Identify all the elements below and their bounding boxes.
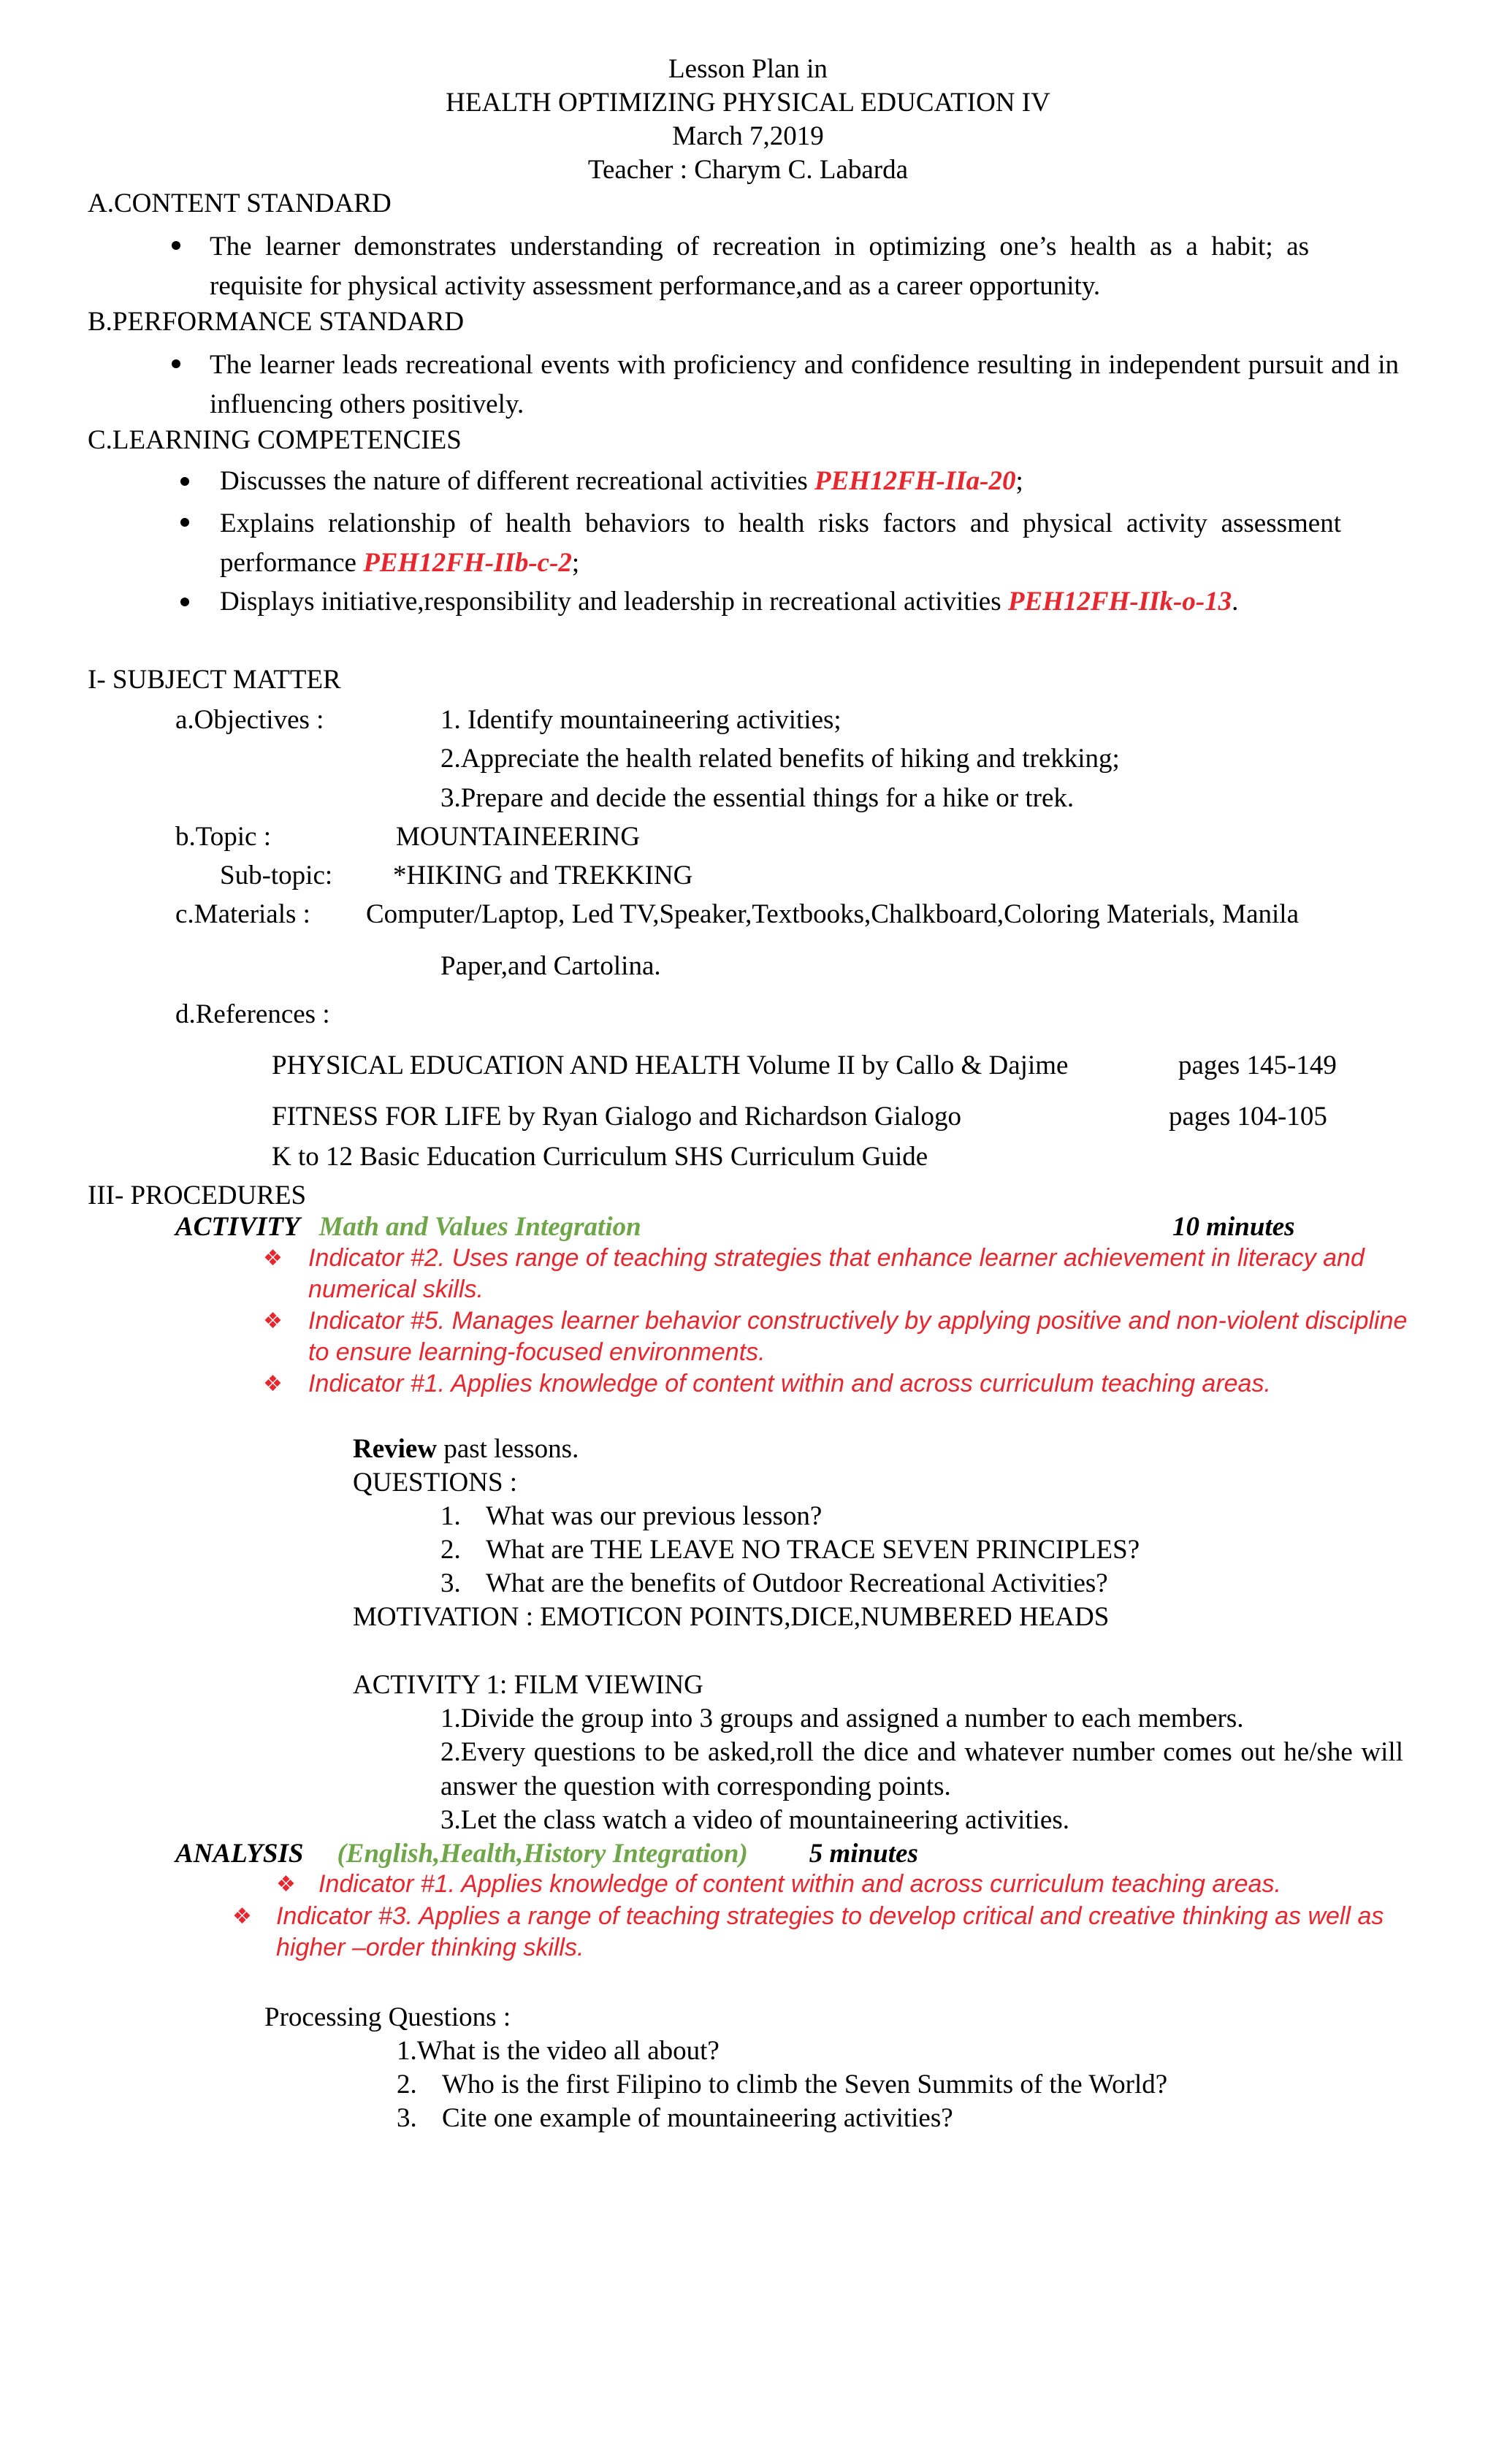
diamond-icon: ❖ bbox=[263, 1308, 283, 1334]
activity-integration: Math and Values Integration bbox=[318, 1212, 641, 1242]
analysis-integration: (English,Health,History Integration) bbox=[337, 1839, 748, 1869]
performance-standard-heading: B.PERFORMANCE STANDARD bbox=[88, 307, 465, 337]
analysis-label: ANALYSIS bbox=[175, 1839, 304, 1869]
bullet-icon bbox=[172, 241, 180, 250]
reference-item: FITNESS FOR LIFE by Ryan Gialogo and Richardson Gialogo bbox=[272, 1102, 962, 1132]
reference-pages: pages 145-149 bbox=[1178, 1050, 1337, 1080]
question-item: 1. What was our previous lesson? bbox=[440, 1501, 823, 1531]
teacher-name: Teacher : Charym C. Labarda bbox=[587, 155, 909, 185]
analysis-time: 5 minutes bbox=[809, 1839, 918, 1869]
question-item: 3. What are the benefits of Outdoor Recreational Activities? bbox=[440, 1568, 1108, 1598]
activity1-label: ACTIVITY 1: FILM VIEWING bbox=[353, 1670, 703, 1700]
diamond-icon: ❖ bbox=[276, 1872, 296, 1897]
procedures-heading: III- PROCEDURES bbox=[88, 1180, 307, 1210]
references-label: d.References : bbox=[175, 999, 330, 1029]
subject-title: HEALTH OPTIMIZING PHYSICAL EDUCATION IV bbox=[446, 88, 1050, 118]
materials-line: Computer/Laptop, Led TV,Speaker,Textbooks,Chalkboard,Coloring Materials, Manila bbox=[366, 899, 1299, 929]
content-standard-text: The learner demonstrates understanding of recreation in optimizing one’s health as a habit; as requisite for physical activity assessment performance,and as a career opportunity. bbox=[210, 232, 1309, 301]
competency-code: PEH12FH-IIa-20 bbox=[814, 466, 1016, 496]
question-item: 2. What are THE LEAVE NO TRACE SEVEN PRINCIPLES? bbox=[440, 1535, 1140, 1565]
activity-step: 2.Every questions to be asked,roll the dice and whatever number comes out he/she will answer the question with corresponding points. bbox=[440, 1737, 1403, 1801]
activity-step: 3.Let the class watch a video of mountaineering activities. bbox=[440, 1805, 1069, 1835]
objectives-label: a.Objectives : bbox=[175, 705, 324, 735]
objective-item: 1. Identify mountaineering activities; bbox=[440, 705, 842, 735]
content-standard-heading: A.CONTENT STANDARD bbox=[88, 188, 392, 218]
diamond-icon: ❖ bbox=[232, 1904, 252, 1929]
activity-step: 1.Divide the group into 3 groups and assigned a number to each members. bbox=[440, 1704, 1244, 1733]
competency-item: Displays initiative,responsibility and leadership in recreational activities PEH12FH-IIk-o-13. bbox=[220, 587, 1239, 617]
subtopic-label: Sub-topic: bbox=[220, 861, 333, 890]
activity-label: ACTIVITY bbox=[175, 1212, 300, 1242]
indicator-item: Indicator #5. Manages learner behavior constructively by applying positive and non-violent discipline to ensure learning-focused environments. bbox=[308, 1307, 1408, 1366]
competency-code: PEH12FH-IIk-o-13 bbox=[1007, 587, 1232, 617]
competency-item: Discusses the nature of different recreational activities PEH12FH-IIa-20; bbox=[220, 466, 1023, 496]
lesson-date: March 7,2019 bbox=[672, 121, 824, 151]
competencies-heading: C.LEARNING COMPETENCIES bbox=[88, 425, 462, 455]
competency-code: PEH12FH-IIb-c-2 bbox=[363, 548, 572, 578]
indicator-item: Indicator #1. Applies knowledge of content within and across curriculum teaching areas. bbox=[308, 1370, 1271, 1397]
bullet-icon bbox=[172, 359, 180, 368]
materials-line: Paper,and Cartolina. bbox=[440, 951, 661, 981]
analysis-header bbox=[175, 1836, 918, 1871]
topic-label: b.Topic : bbox=[175, 822, 271, 852]
objective-item: 2.Appreciate the health related benefits of hiking and trekking; bbox=[440, 744, 1120, 774]
subject-matter-heading: I- SUBJECT MATTER bbox=[88, 665, 341, 695]
diamond-icon: ❖ bbox=[263, 1371, 283, 1397]
processing-label: Processing Questions : bbox=[264, 2002, 511, 2032]
activity-header bbox=[175, 1210, 641, 1244]
indicator-item: Indicator #1. Applies knowledge of content within and across curriculum teaching areas. bbox=[318, 1870, 1281, 1898]
bullet-icon bbox=[180, 598, 189, 606]
reference-item: K to 12 Basic Education Curriculum SHS Curriculum Guide bbox=[272, 1142, 928, 1172]
indicator-item: Indicator #3. Applies a range of teaching strategies to develop critical and creative thinking as well as higher –order thinking skills. bbox=[276, 1902, 1384, 1961]
processing-question: 1.What is the video all about? bbox=[397, 2036, 720, 2066]
questions-label: QUESTIONS : bbox=[353, 1468, 518, 1498]
doc-title: Lesson Plan in bbox=[668, 54, 828, 84]
reference-item: PHYSICAL EDUCATION AND HEALTH Volume II by Callo & Dajime bbox=[272, 1050, 1069, 1080]
indicator-item: Indicator #2. Uses range of teaching strategies that enhance learner achievement in literacy and numerical skills. bbox=[308, 1244, 1365, 1303]
materials-label: c.Materials : bbox=[175, 899, 310, 929]
diamond-icon: ❖ bbox=[263, 1246, 283, 1271]
review-line: Review past lessons. bbox=[353, 1434, 579, 1464]
competency-item: Explains relationship of health behaviors to health risks factors and physical activity assessment performance PEH12FH-IIb-c-2; bbox=[220, 508, 1341, 578]
performance-standard-text: The learner leads recreational events with proficiency and confidence resulting in independent pursuit and in influencing others positively. bbox=[210, 350, 1399, 419]
bullet-icon bbox=[180, 477, 189, 486]
bullet-icon bbox=[180, 518, 189, 527]
activity-time: 10 minutes bbox=[1172, 1212, 1295, 1242]
topic-value: MOUNTAINEERING bbox=[396, 822, 641, 852]
processing-question: 3. Cite one example of mountaineering activities? bbox=[397, 2103, 953, 2133]
reference-pages: pages 104-105 bbox=[1169, 1102, 1327, 1132]
objective-item: 3.Prepare and decide the essential things for a hike or trek. bbox=[440, 783, 1075, 813]
motivation-line: MOTIVATION : EMOTICON POINTS,DICE,NUMBERED HEADS bbox=[353, 1602, 1110, 1632]
subtopic-value: *HIKING and TREKKING bbox=[393, 861, 693, 890]
processing-question: 2. Who is the first Filipino to climb the Seven Summits of the World? bbox=[397, 2070, 1168, 2099]
